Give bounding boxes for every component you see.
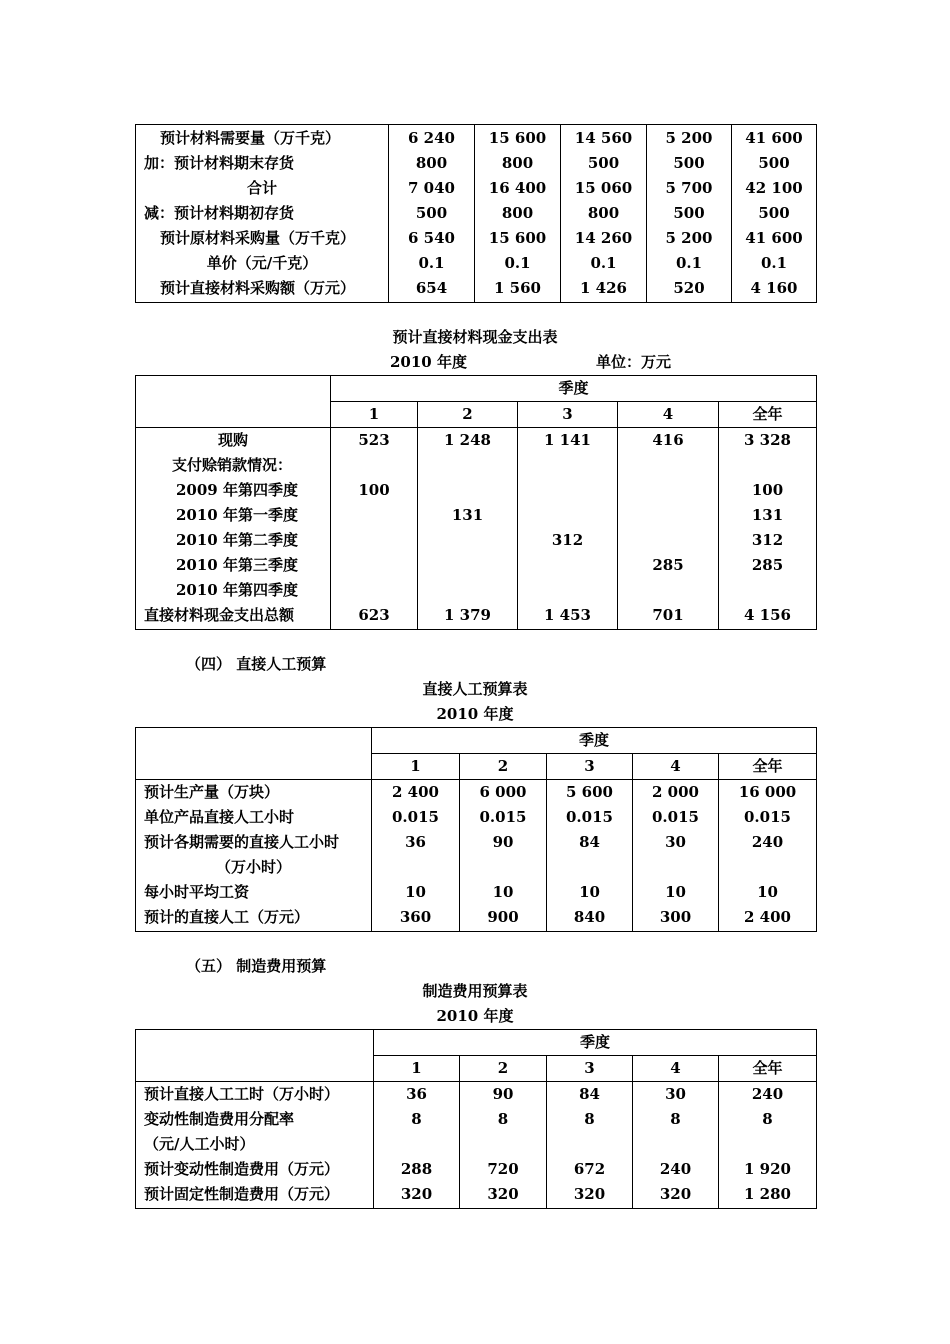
cell: 90 <box>492 833 514 851</box>
cell <box>331 453 417 478</box>
cell: 3 328 <box>744 431 791 449</box>
data-column <box>618 428 719 630</box>
cell: 0.015 <box>744 808 791 826</box>
cell: 36 <box>405 833 426 851</box>
cell: 10 <box>665 883 686 901</box>
cell: 800 <box>587 204 620 222</box>
cell: 0.1 <box>760 254 788 272</box>
cell: 840 <box>573 908 606 926</box>
header-row <box>136 376 817 402</box>
cell <box>618 478 718 503</box>
cell: 36 <box>406 1085 427 1103</box>
cell <box>518 453 617 478</box>
cell: 800 <box>501 154 534 172</box>
cell: 240 <box>751 1085 784 1103</box>
cell: 1 248 <box>444 431 491 449</box>
cell: 4 156 <box>744 606 791 624</box>
cell: 6 240 <box>408 129 455 147</box>
cell <box>518 478 617 503</box>
row-label: 2009 年第四季度 <box>176 481 298 499</box>
cell: 1 920 <box>744 1160 791 1178</box>
row-label: 单位产品直接人工小时 <box>144 808 295 826</box>
cell <box>547 855 632 880</box>
cell <box>719 1132 816 1157</box>
data-column <box>561 125 647 303</box>
cell: 14 560 <box>574 129 633 147</box>
data-column <box>331 428 418 630</box>
row-label: （万小时） <box>216 858 292 876</box>
cell: 2 400 <box>392 783 439 801</box>
cell: 41 600 <box>745 129 803 147</box>
cell: 800 <box>415 154 448 172</box>
data-column <box>719 1082 817 1209</box>
column-header: 3 <box>518 402 618 428</box>
cell: 320 <box>659 1185 692 1203</box>
data-column <box>518 428 618 630</box>
cell: 5 200 <box>665 129 713 147</box>
table-row <box>136 125 817 303</box>
data-column <box>418 428 518 630</box>
cell: 240 <box>751 833 784 851</box>
data-column <box>732 125 817 303</box>
cell <box>719 855 816 880</box>
section-heading-overhead: （五） 制造费用预算 <box>186 957 327 975</box>
cell: 1 379 <box>444 606 491 624</box>
cell: 312 <box>751 531 784 549</box>
cell: 1 141 <box>544 431 591 449</box>
column-header: 全年 <box>719 754 817 780</box>
cell: 16 000 <box>738 783 797 801</box>
data-column <box>389 125 475 303</box>
cell: 300 <box>659 908 692 926</box>
column-header: 1 <box>331 402 418 428</box>
cell: 288 <box>400 1160 433 1178</box>
cell: 84 <box>579 833 600 851</box>
cell: 15 600 <box>488 129 547 147</box>
row-label: 加：预计材料期末存货 <box>144 154 295 172</box>
cash-table-year: 2010 年度 <box>390 353 467 371</box>
cell: 8 <box>670 1110 681 1128</box>
row-label: 减：预计材料期初存货 <box>144 204 295 222</box>
column-header: 4 <box>618 402 719 428</box>
row-labels <box>136 780 372 932</box>
cell: 6 540 <box>408 229 455 247</box>
cell: 100 <box>751 481 784 499</box>
cell: 15 060 <box>574 179 633 197</box>
cell <box>518 578 617 603</box>
cell: 2 400 <box>744 908 791 926</box>
cell: 523 <box>358 431 390 449</box>
cell: 14 260 <box>574 229 633 247</box>
cell: 0.015 <box>566 808 613 826</box>
material-purchase-table <box>135 124 817 303</box>
corner-cell <box>136 1030 374 1082</box>
cell <box>374 1132 459 1157</box>
row-label: 预计直接材料采购额（万元） <box>160 279 356 297</box>
cell <box>331 503 417 528</box>
labor-table-title: 直接人工预算表 <box>422 680 528 698</box>
cell <box>518 503 617 528</box>
row-label: 单价（元/千克） <box>206 254 318 272</box>
cell: 500 <box>587 154 620 172</box>
cell: 900 <box>487 908 519 926</box>
column-header: 3 <box>547 754 633 780</box>
cell: 2 000 <box>652 783 699 801</box>
cell: 1 280 <box>744 1185 791 1203</box>
data-column <box>374 1082 460 1209</box>
cell: 500 <box>673 204 705 222</box>
cell <box>418 578 517 603</box>
overhead-table-year: 2010 年度 <box>436 1007 514 1025</box>
cell: 1 453 <box>544 606 591 624</box>
cell: 10 <box>405 883 426 901</box>
cell: 0.015 <box>652 808 699 826</box>
data-column <box>633 1082 719 1209</box>
data-column <box>719 780 817 932</box>
labor-table-year: 2010 年度 <box>436 705 514 723</box>
row-label: 现购 <box>217 431 248 449</box>
cell: 6 000 <box>479 783 527 801</box>
corner-cell <box>136 376 331 428</box>
cell: 240 <box>659 1160 692 1178</box>
cell: 5 600 <box>566 783 613 801</box>
cell: 8 <box>411 1110 422 1128</box>
cell: 312 <box>551 531 584 549</box>
cell <box>633 855 718 880</box>
cell: 15 600 <box>488 229 547 247</box>
overhead-table <box>135 1029 817 1209</box>
data-column <box>647 125 732 303</box>
season-header: 季度 <box>331 376 817 402</box>
data-column <box>719 428 817 630</box>
table-row <box>136 1082 817 1209</box>
cell <box>331 578 417 603</box>
cell: 800 <box>501 204 534 222</box>
row-label: 变动性制造费用分配率 <box>144 1110 295 1128</box>
cell: 8 <box>497 1110 509 1128</box>
cell: 30 <box>665 1085 686 1103</box>
row-label: 预计各期需要的直接人工小时 <box>144 833 340 851</box>
cell: 285 <box>751 556 784 574</box>
column-header: 3 <box>547 1056 633 1082</box>
cell: 1 426 <box>580 279 627 297</box>
column-header: 2 <box>418 402 518 428</box>
cell: 16 400 <box>488 179 547 197</box>
cell <box>372 855 459 880</box>
cell: 8 <box>762 1110 773 1128</box>
cell: 500 <box>415 204 448 222</box>
table-row <box>136 780 817 932</box>
data-column <box>547 780 633 932</box>
cell <box>331 528 417 553</box>
data-column <box>372 780 460 932</box>
cell: 41 600 <box>745 229 803 247</box>
overhead-table-title: 制造费用预算表 <box>422 982 528 1000</box>
cell: 520 <box>673 279 705 297</box>
column-header: 4 <box>633 754 719 780</box>
cell: 7 040 <box>408 179 455 197</box>
cell: 360 <box>399 908 432 926</box>
cell: 90 <box>492 1085 514 1103</box>
cash-table-title: 预计直接材料现金支出表 <box>392 328 558 346</box>
direct-labor-table <box>135 727 817 932</box>
cell: 672 <box>573 1160 606 1178</box>
row-label: 每小时平均工资 <box>144 883 250 901</box>
cell <box>618 453 718 478</box>
section-heading-labor: （四） 直接人工预算 <box>186 655 327 673</box>
cell <box>618 578 718 603</box>
cell: 500 <box>758 154 790 172</box>
cell: 131 <box>751 506 784 524</box>
cell: 320 <box>487 1185 519 1203</box>
row-labels <box>136 428 331 630</box>
cell: 416 <box>652 431 684 449</box>
cell: 84 <box>579 1085 600 1103</box>
header-row <box>136 1030 817 1056</box>
cell <box>518 553 617 578</box>
row-label: 预计原材料采购量（万千克） <box>160 229 356 247</box>
row-label: 2010 年第三季度 <box>176 556 298 574</box>
cell <box>618 528 718 553</box>
cell <box>418 553 517 578</box>
data-column <box>460 1082 547 1209</box>
cell: 285 <box>652 556 684 574</box>
cell: 1 560 <box>494 279 541 297</box>
row-label: （元/人工小时） <box>144 1135 255 1153</box>
cell: 0.1 <box>504 254 531 272</box>
cell: 623 <box>358 606 390 624</box>
cell: 30 <box>665 833 686 851</box>
cell: 500 <box>673 154 705 172</box>
cash-outlay-table <box>135 375 817 630</box>
cell <box>331 553 417 578</box>
cell <box>618 503 718 528</box>
column-header: 2 <box>460 754 547 780</box>
cell: 654 <box>415 279 448 297</box>
cash-table-unit: 单位：万元 <box>596 353 672 371</box>
cell: 5 700 <box>665 179 713 197</box>
cell <box>418 528 517 553</box>
cell <box>719 453 816 478</box>
column-header: 1 <box>374 1056 460 1082</box>
cell: 0.1 <box>418 254 445 272</box>
data-column <box>460 780 547 932</box>
cell: 131 <box>451 506 484 524</box>
cell: 320 <box>400 1185 433 1203</box>
row-label: 2010 年第二季度 <box>176 531 298 549</box>
season-header: 季度 <box>372 728 817 754</box>
column-header: 1 <box>372 754 460 780</box>
row-label: 预计固定性制造费用（万元） <box>144 1185 340 1203</box>
cell: 10 <box>757 883 778 901</box>
cell <box>633 1132 718 1157</box>
cell: 5 200 <box>665 229 713 247</box>
row-label: 预计材料需要量（万千克） <box>160 129 341 147</box>
row-labels <box>136 125 389 303</box>
row-label: 预计直接人工工时（万小时） <box>144 1085 340 1103</box>
row-label: 支付赊销款情况： <box>172 456 293 474</box>
corner-cell <box>136 728 372 780</box>
cell: 10 <box>579 883 600 901</box>
data-column <box>633 780 719 932</box>
cell: 0.015 <box>392 808 439 826</box>
cell: 320 <box>573 1185 606 1203</box>
row-label: 预计的直接人工（万元） <box>144 908 310 926</box>
row-labels <box>136 1082 374 1209</box>
cell: 8 <box>584 1110 595 1128</box>
cell <box>418 453 517 478</box>
column-header: 全年 <box>719 1056 817 1082</box>
cell: 500 <box>758 204 790 222</box>
season-header: 季度 <box>374 1030 817 1056</box>
column-header: 4 <box>633 1056 719 1082</box>
row-label: 合计 <box>246 179 277 197</box>
data-column <box>547 1082 633 1209</box>
cell <box>547 1132 632 1157</box>
cell: 720 <box>487 1160 519 1178</box>
row-label: 2010 年第一季度 <box>176 506 298 524</box>
cell: 4 160 <box>750 279 798 297</box>
row-label: 直接材料现金支出总额 <box>144 606 295 624</box>
cell: 10 <box>492 883 514 901</box>
cell: 0.1 <box>590 254 617 272</box>
cell: 0.015 <box>479 808 527 826</box>
cell: 701 <box>652 606 684 624</box>
row-label: 预计变动性制造费用（万元） <box>144 1160 340 1178</box>
cell: 42 100 <box>745 179 803 197</box>
header-row <box>136 728 817 754</box>
row-label: 2010 年第四季度 <box>176 581 298 599</box>
column-header: 全年 <box>719 402 817 428</box>
table-row <box>136 428 817 630</box>
row-label: 预计生产量（万块） <box>144 783 280 801</box>
data-column <box>475 125 561 303</box>
cell <box>719 578 816 603</box>
cell: 100 <box>358 481 390 499</box>
cell: 0.1 <box>675 254 703 272</box>
cell <box>460 1132 546 1157</box>
column-header: 2 <box>460 1056 547 1082</box>
cell <box>418 478 517 503</box>
cell <box>460 855 546 880</box>
